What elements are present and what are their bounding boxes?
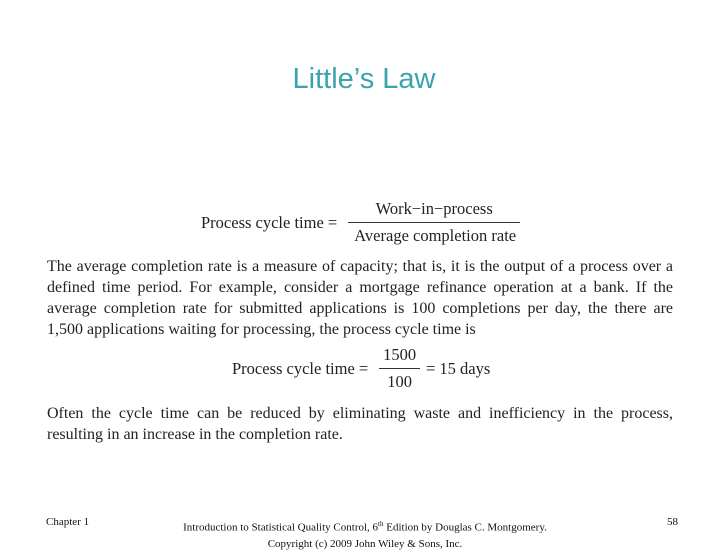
footer-copyright: Copyright (c) 2009 John Wiley & Sons, Inc.: [267, 537, 463, 550]
formula-fraction: [348, 199, 520, 246]
slide-title: Little’s Law: [292, 63, 436, 95]
formula-example-numerator: 1500: [383, 345, 417, 364]
formula-example: [232, 345, 490, 392]
formula-cycle-time: [201, 199, 526, 246]
formula-example-denominator: 100: [379, 368, 420, 392]
formula-example-fraction: [379, 345, 420, 392]
slide-footer: [0, 514, 728, 550]
footer-citation-line1: [150, 516, 580, 536]
footer-book-title: Introduction to Statistical Quality Control, 6: [183, 521, 379, 534]
footer-chapter: Chapter 1: [46, 516, 90, 528]
paragraph-capacity: The average completion rate is a measure of capacity; that is, it is the output of a process over a defined time period. For example, consider a mortgage refinance operation at a bank. If the average completion rate for submitted applications is 100 completions per day, the there are 1,500 applications waiting for processing, the process cycle time is: [47, 258, 673, 338]
formula-example-rhs: = 15 days: [425, 358, 491, 378]
formula-lhs: Process cycle time =: [201, 212, 338, 232]
formula-example-lhs: Process cycle time =: [232, 358, 369, 378]
footer-edition-suffix: th: [378, 520, 384, 528]
formula-denominator: Average completion rate: [348, 222, 520, 246]
footer-citation: [150, 516, 580, 552]
footer-page-number: 58: [667, 516, 678, 528]
formula-numerator: Work−in−process: [375, 199, 493, 218]
footer-author: Edition by Douglas C. Montgomery.: [383, 521, 547, 534]
paragraph-reduction: Often the cycle time can be reduced by eliminating waste and inefficiency in the process, resulting in an increase in the completion rate.: [47, 405, 673, 443]
